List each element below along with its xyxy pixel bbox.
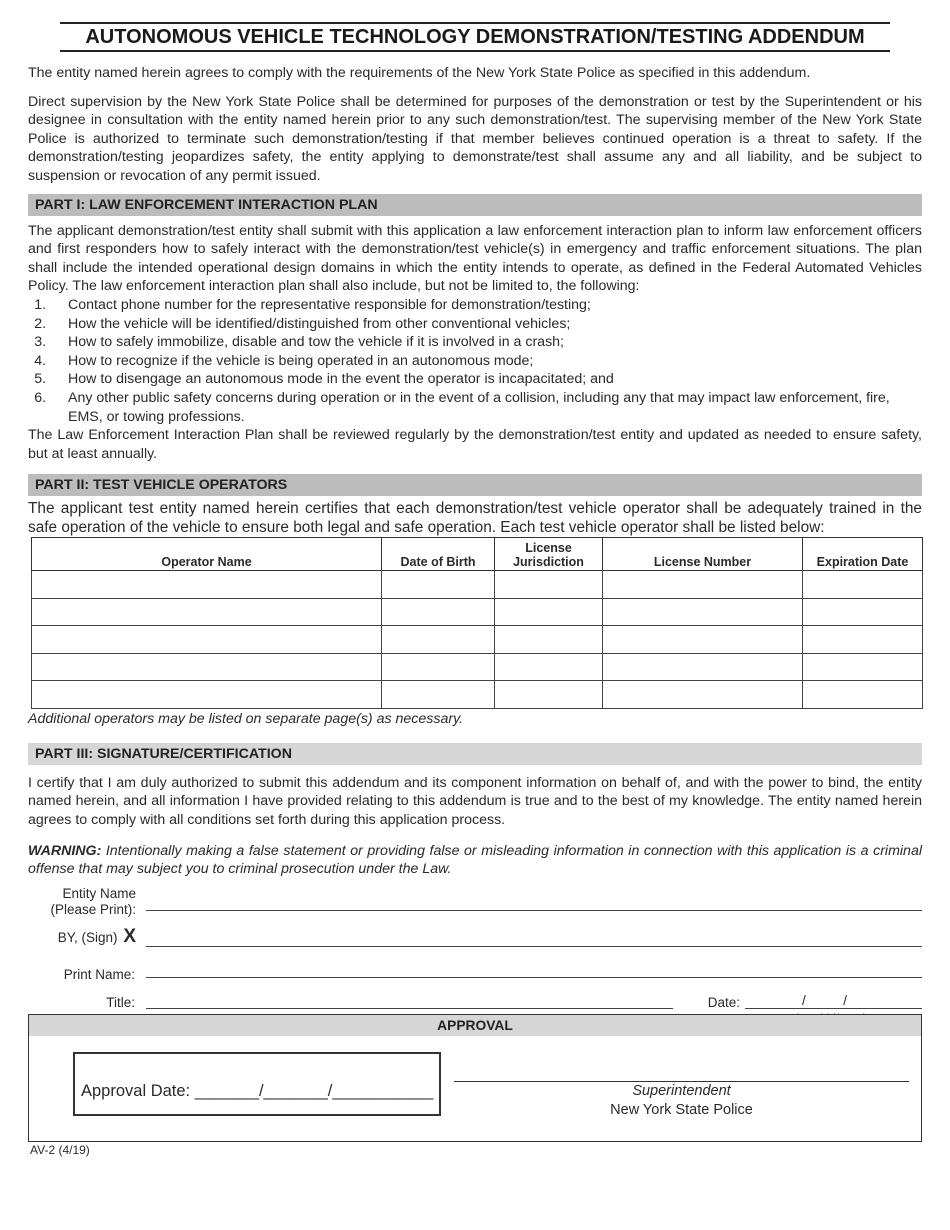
title-field[interactable]: [146, 1008, 673, 1009]
part1-heading: PART I: LAW ENFORCEMENT INTERACTION PLAN: [28, 194, 922, 216]
part1-body: The applicant demonstration/test entity shall submit with this application a law enforcement interaction plan to inform law enforcement officers and first responders how to safely interact with the demonstration/test vehicle(s) in emergency and traffic enforcement situations. The plan shall include the intended operational design domains in which the entity intends to operate, as defined in the Federal Automated Vehicles Policy. The law enforcement interaction plan shall also include, but not be limited to, the following:: [28, 222, 922, 295]
date-label: Date:: [707, 995, 740, 1010]
date-field[interactable]: [745, 1008, 922, 1009]
warning-label: WARNING:: [28, 842, 102, 859]
part3-heading: PART III: SIGNATURE/CERTIFICATION: [28, 743, 922, 765]
entity-name-label: [28, 886, 136, 918]
list-item: 6. Any other public safety concerns during operation or in the event of a collision, including any that may impact law enforcement, fire, EMS, or towing professions.: [50, 389, 922, 426]
certification-text: I certify that I am duly authorized to submit this addendum and its component information on behalf of, and with the power to bind, the entity named herein, and all information I have provided relating to this addendum is true and to the best of my knowledge. The entity named herein agrees to comply with all conditions set forth during this application process.: [28, 774, 922, 828]
form-id: AV-2 (4/19): [30, 1143, 90, 1157]
col-license-number: License Number: [603, 538, 803, 571]
superintendent-title: Superintendent: [632, 1083, 731, 1099]
intro-paragraph-1: The entity named herein agrees to comply with the requirements of the New York State Police as specified in this addendum.: [28, 65, 811, 81]
title-label: Title:: [106, 995, 135, 1010]
col-operator-name: Operator Name: [32, 538, 382, 571]
part2-body: The applicant test entity named herein certifies that each demonstration/test vehicle operator shall be adequately trained in the safe operation of the vehicle to ensure both legal and safe operation. Each test vehicle operator shall be listed below:: [28, 500, 922, 536]
sign-label: [28, 926, 136, 947]
date-slashes: / /: [802, 993, 848, 1008]
part2-heading: PART II: TEST VEHICLE OPERATORS: [28, 474, 922, 496]
col-expiration-date: Expiration Date: [803, 538, 923, 571]
list-item: 3. How to safely immobilize, disable and tow the vehicle if it is involved in a crash;: [50, 333, 922, 352]
approval-box: [28, 1014, 922, 1142]
approval-heading: APPROVAL: [29, 1015, 921, 1036]
entity-name-field[interactable]: [146, 910, 922, 911]
list-item: 4. How to recognize if the vehicle is being operated in an autonomous mode;: [50, 352, 922, 371]
operators-note: Additional operators may be listed on separate page(s) as necessary.: [28, 710, 464, 727]
signature-field[interactable]: [146, 946, 922, 947]
sign-label-text: BY, (Sign): [57, 930, 118, 945]
list-item: 1. Contact phone number for the representative responsible for demonstration/testing;: [50, 296, 922, 315]
intro-paragraph-2: Direct supervision by the New York State Police shall be determined for purposes of the demonstration or test by the Superintendent or his designee in consultation with the entity named herein prior to any such demonstration/test. The supervising member of the New York State Police is authorized to terminate such demonstration/testing if that member believes continued operation is a threat to safety. If the demonstration/testing jeopardizes safety, the entity applying to demonstrate/test shall assume any and all liability, and be subject to suspension or revocation of any permit issued.: [28, 93, 922, 184]
list-item: 2. How the vehicle will be identified/distinguished from other conventional vehicles;: [50, 315, 922, 334]
entity-name-label-line1: Entity Name: [62, 886, 136, 901]
approval-date-label: Approval Date: _______/_______/___________: [81, 1082, 434, 1100]
entity-name-label-line2: (Please Print):: [50, 902, 136, 917]
col-date-of-birth: Date of Birth: [382, 538, 495, 571]
part1-closing: The Law Enforcement Interaction Plan shall be reviewed regularly by the demonstration/test entity and updated as needed to ensure safety, but at least annually.: [28, 427, 922, 462]
form-title: AUTONOMOUS VEHICLE TECHNOLOGY DEMONSTRATION/TESTING ADDENDUM: [60, 22, 890, 52]
col-license-jurisdiction: License Jurisdiction: [495, 538, 603, 571]
superintendent-org: New York State Police: [610, 1102, 753, 1118]
print-name-field[interactable]: [146, 977, 922, 978]
print-name-label: Print Name:: [63, 967, 135, 982]
approval-date-box[interactable]: [73, 1052, 441, 1116]
warning-body: Intentionally making a false statement or providing false or misleading information in connection with this application is a criminal offense that may subject you to criminal prosecution under the Law.: [28, 842, 922, 878]
signature-section: [28, 0, 922, 1230]
list-item: 5. How to disengage an autonomous mode in the event the operator is incapacitated; and: [50, 370, 922, 389]
sign-x-mark: X: [123, 926, 136, 947]
